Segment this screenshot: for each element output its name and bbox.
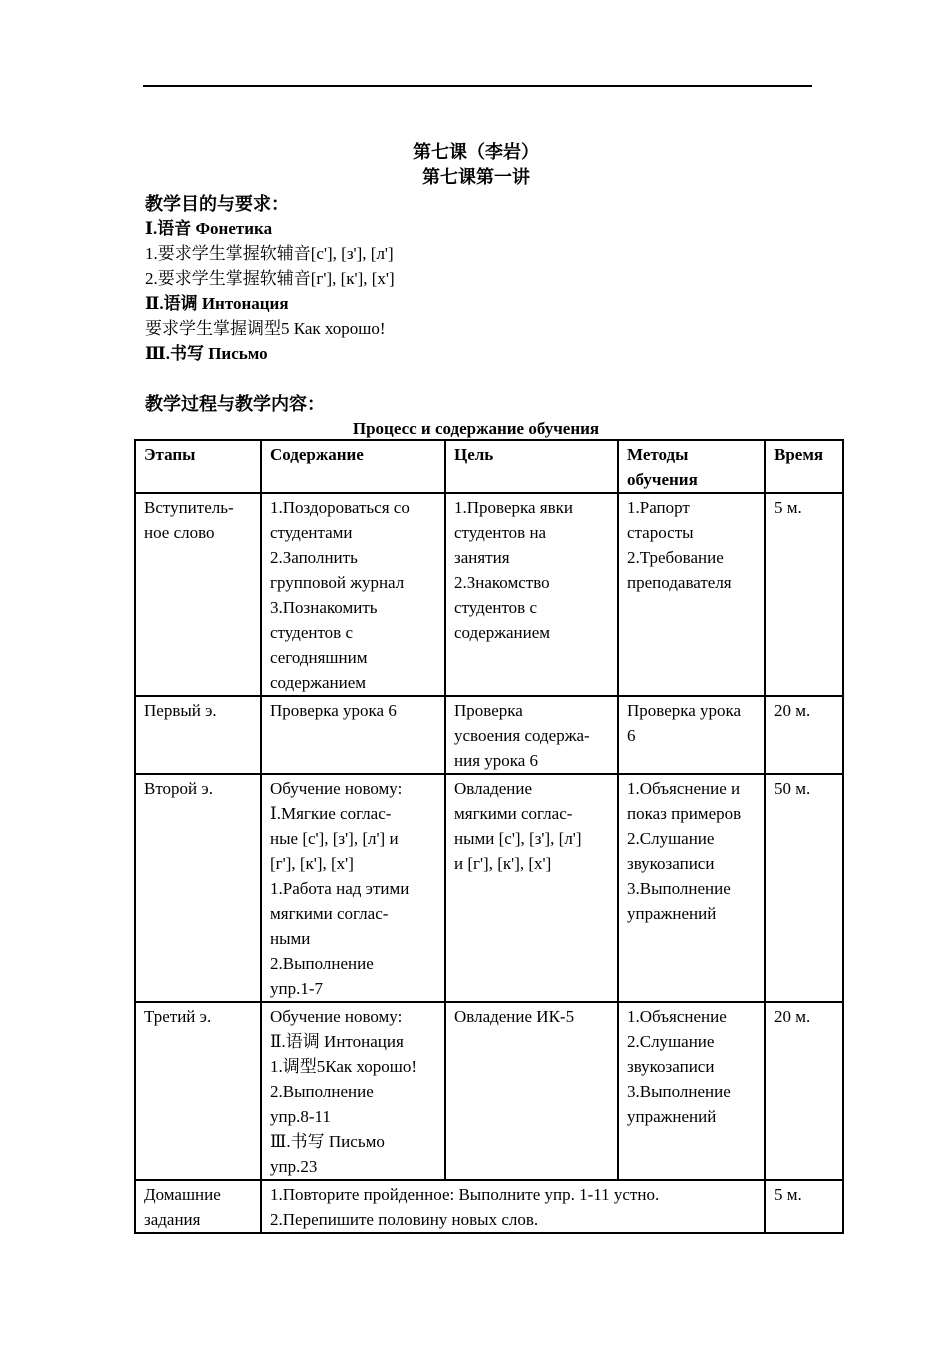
header-stage: Этапы [135, 440, 261, 493]
cell-content: Проверка урока 6 [261, 696, 445, 774]
intonation-item: 要求学生掌握调型5 Как хорошо! [145, 319, 386, 338]
cell-methods: 1.Объяснение и показ примеров 2.Слушание звукозаписи 3.Выполнение упражнений [618, 774, 765, 1002]
cell-stage: Вступитель- ное слово [135, 493, 261, 696]
cell-content: 1.Поздороваться со студентами 2.Заполнить групповой журнал 3.Познакомить студентов с сегодняшним содержанием [261, 493, 445, 696]
cell-homework: 1.Повторите пройденное: Выполните упр. 1-11 устно. 2.Перепишите половину новых слов. [261, 1180, 765, 1233]
table-row [135, 1180, 843, 1233]
header-content: Содержание [261, 440, 445, 493]
header-methods: Методы обучения [618, 440, 765, 493]
cell-goal: Овладение ИК-5 [445, 1002, 618, 1180]
header-time: Время [765, 440, 843, 493]
cell-goal: Проверка усвоения содержа- ния урока 6 [445, 696, 618, 774]
goals-heading: 教学目的与要求： [145, 194, 289, 214]
cell-goal: 1.Проверка явки студентов на занятия 2.Знакомство студентов с содержанием [445, 493, 618, 696]
cell-goal: Овладение мягкими соглас- ными [с'], [з'], [л'] и [г'], [к'], [х'] [445, 774, 618, 1002]
page-title: 第七课（李岩） [413, 142, 539, 162]
cell-methods: Проверка урока 6 [618, 696, 765, 774]
header-goal: Цель [445, 440, 618, 493]
writing-heading: Ⅲ.书写 Письмо [145, 344, 268, 363]
cell-content: Обучение новому: Ⅰ.Мягкие соглас- ные [с'], [з'], [л'] и [г'], [к'], [х'] 1.Работа над этими мягкими соглас- ными 2.Выполнение упр.1-7 [261, 774, 445, 1002]
phonetics-heading: Ⅰ.语音 Фонетика [145, 219, 273, 238]
lesson-table [134, 439, 844, 1234]
cell-content: Обучение новому: Ⅱ.语调 Интонация 1.调型5Как хорошо! 2.Выполнение упр.8-11 Ⅲ.书写 Письмо упр.23 [261, 1002, 445, 1180]
cell-time: 50 м. [765, 774, 843, 1002]
cell-time: 20 м. [765, 696, 843, 774]
table-caption: Процесс и содержание обучения [352, 419, 600, 438]
table-row [135, 493, 843, 696]
table-row [135, 774, 843, 1002]
top-rule [143, 85, 812, 87]
process-heading: 教学过程与教学内容： [145, 394, 325, 414]
table-row [135, 696, 843, 774]
table-header-row [135, 440, 843, 493]
phonetics-item-2: 2.要求学生掌握软辅音[г'], [к'], [х'] [145, 269, 395, 288]
intonation-heading: Ⅱ.语调 Интонация [145, 294, 289, 313]
cell-methods: 1.Объяснение 2.Слушание звукозаписи 3.Выполнение упражнений [618, 1002, 765, 1180]
cell-stage: Домашние задания [135, 1180, 261, 1233]
cell-stage: Первый э. [135, 696, 261, 774]
page-subtitle: 第七课第一讲 [422, 167, 530, 187]
table-row [135, 1002, 843, 1180]
cell-methods: 1.Рапорт старосты 2.Требование преподавателя [618, 493, 765, 696]
cell-stage: Второй э. [135, 774, 261, 1002]
cell-time: 20 м. [765, 1002, 843, 1180]
phonetics-item-1: 1.要求学生掌握软辅音[с'], [з'], [л'] [145, 244, 394, 263]
cell-time: 5 м. [765, 493, 843, 696]
cell-stage: Третий э. [135, 1002, 261, 1180]
cell-time: 5 м. [765, 1180, 843, 1233]
